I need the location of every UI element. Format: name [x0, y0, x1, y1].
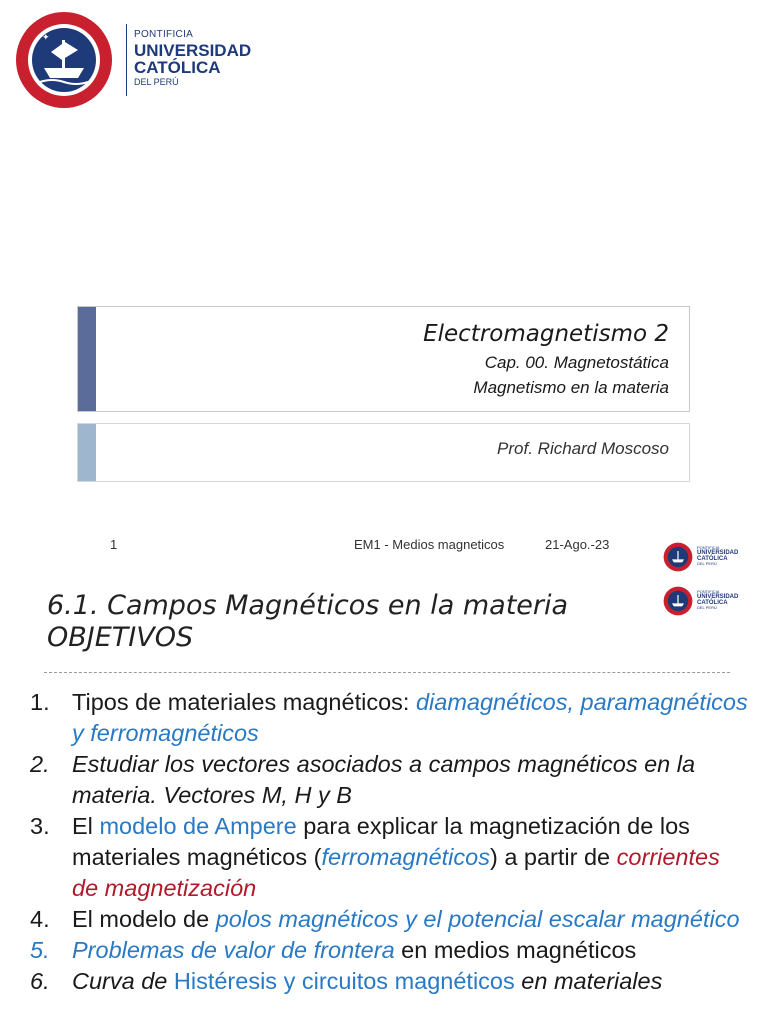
item-text: Estudiar los vectores asociados a campos magnéticos en la materia. Vectores M, H y B [72, 751, 696, 808]
footer-date: 21-Ago.-23 [545, 537, 610, 552]
logo-line-4: DEL PERÚ [697, 561, 717, 566]
list-number: 2. [30, 751, 50, 777]
list-item [30, 811, 750, 904]
item-text: El [72, 813, 100, 839]
item-highlight: Histéresis y circuitos magnéticos [173, 968, 515, 994]
slide2-logo [663, 584, 745, 618]
logo-line-4: DEL PERÚ [134, 77, 179, 87]
item-highlight: polos magnéticos y el potencial escalar magnético [215, 906, 740, 932]
footer-logo [663, 540, 745, 574]
logo-line-2: UNIVERSIDAD [697, 594, 739, 600]
professor-accent-bar [78, 424, 96, 481]
item-text: Tipos de materiales magnéticos: [72, 689, 416, 715]
chapter-label: Cap. 00. Magnetostática [484, 353, 669, 372]
logo-line-1: PONTIFICIA [134, 29, 194, 40]
objectives-list [30, 687, 750, 997]
list-item [30, 966, 750, 997]
logo-line-3: CATÓLICA [134, 58, 221, 77]
list-item [30, 904, 750, 935]
item-highlight: corrientes de magnetización [72, 844, 720, 901]
logo-line-1: PONTIFICIA [697, 589, 720, 594]
list-number: 6. [30, 968, 50, 994]
logo-divider [126, 24, 127, 96]
logo-line-4: DEL PERÚ [697, 605, 717, 610]
svg-text:✦: ✦ [42, 32, 50, 42]
university-seal-icon [14, 10, 114, 110]
list-item [30, 749, 750, 811]
item-highlight: modelo de Ampere [99, 813, 297, 839]
professor-name: Prof. Richard Moscoso [497, 439, 669, 458]
footer-logo-text [697, 546, 738, 566]
list-item [30, 935, 750, 966]
item-text: El modelo de [72, 906, 216, 932]
item-highlight: ferromagnéticos [321, 844, 490, 870]
page-number: 1 [110, 537, 118, 552]
slide2-title [47, 590, 568, 654]
item-text: para explicar la magnetización de los materiales magnéticos ( [72, 813, 690, 870]
footer-course: EM1 - Medios magneticos [354, 537, 505, 552]
list-number: 5. [30, 937, 50, 963]
item-highlight: diamagnéticos, paramagnéticos y ferromagnéticos [72, 689, 748, 746]
list-number: 4. [30, 906, 50, 932]
logo-line-2: UNIVERSIDAD [697, 550, 739, 556]
slide2-logo-text [697, 590, 738, 610]
slide2-title-line-1: 6.1. Campos Magnéticos en la materia [47, 590, 569, 621]
item-text: en materiales [514, 968, 663, 994]
professor-box [77, 423, 690, 482]
item-text: ) a partir de [489, 844, 617, 870]
university-logo [14, 10, 264, 110]
title-box [77, 306, 690, 412]
list-item [30, 687, 750, 749]
item-highlight: Problemas de valor de frontera [72, 937, 395, 963]
university-name [134, 30, 251, 87]
list-number: 1. [30, 689, 50, 715]
title-accent-bar [78, 307, 96, 411]
logo-line-3: CATÓLICA [697, 556, 728, 562]
item-text: Curva de [72, 968, 174, 994]
list-number: 3. [30, 813, 50, 839]
slide2-title-line-2: OBJETIVOS [47, 622, 194, 653]
course-title: Electromagnetismo 2 [423, 321, 669, 347]
item-text: en medios magnéticos [394, 937, 637, 963]
logo-line-1: PONTIFICIA [697, 545, 720, 550]
university-seal-icon [663, 586, 693, 616]
logo-line-3: CATÓLICA [697, 600, 728, 606]
logo-line-2: UNIVERSIDAD [134, 41, 252, 60]
university-seal-icon [663, 542, 693, 572]
slide-subtitle: Magnetismo en la materia [473, 378, 669, 397]
title-divider [44, 672, 730, 673]
